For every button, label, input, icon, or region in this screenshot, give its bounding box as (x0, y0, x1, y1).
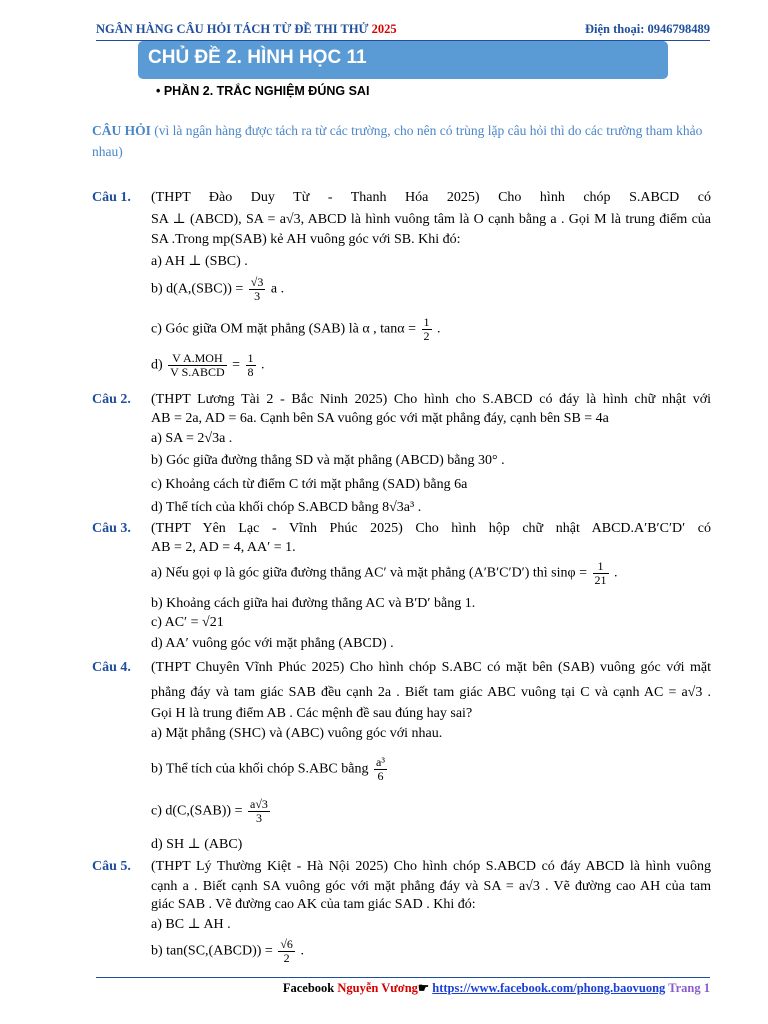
q1-line3: SA .Trong mp(SAB) kẻ AH vuông góc với SB. Khi đó: (151, 232, 461, 247)
q4-option-d: d) SH ⊥ (ABC) (151, 837, 243, 852)
footer-facebook-link[interactable]: https://www.facebook.com/phong.baovuong (432, 981, 666, 995)
q1-label: Câu 1. (92, 190, 131, 205)
q2-option-c: c) Khoảng cách từ điểm C tới mặt phẳng (SAD) bằng 6a (151, 477, 468, 492)
q4-option-b: b) Thể tích của khối chóp S.ABC bằng $\frac{\text{a³}}{6}$ (151, 755, 385, 783)
q3-line2: AB = 2, AD = 4, AA′ = 1. (151, 540, 296, 555)
q5-label: Câu 5. (92, 859, 131, 874)
q1-option-d: d) $\frac{\text{V A.MOH}}{\text{V S.ABCD}}$ = $\frac{1}{8}$ . (151, 351, 265, 379)
hand-point-icon: ☛ (417, 981, 430, 995)
q3-option-c: c) AC′ = √21 (151, 615, 224, 630)
q3-line1: (THPT Yên Lạc - Vĩnh Phúc 2025) Cho hình hộp chữ nhật ABCD.A′B′C′D′ có (151, 521, 711, 536)
topic-banner (138, 41, 668, 79)
q5-line1: (THPT Lý Thường Kiệt - Hà Nội 2025) Cho hình chóp S.ABCD có đáy ABCD là hình vuông (151, 859, 711, 874)
header-year: 2025 (371, 22, 397, 36)
header-phone: Điện thoại: 0946798489 (585, 22, 710, 36)
page-header (96, 22, 710, 41)
footer-page-number: Trang 1 (668, 981, 710, 995)
q5-line2: cạnh a . Biết cạnh SA vuông góc với mặt phẳng đáy và SA = a√3 . Vẽ đường cao AH của tam (151, 879, 711, 894)
q3-label: Câu 3. (92, 521, 131, 536)
q2-option-b: b) Góc giữa đường thẳng SD và mặt phẳng (ABCD) bằng 30° . (151, 453, 505, 468)
q1-option-a: a) AH ⊥ (SBC) . (151, 254, 248, 269)
q2-option-d: d) Thể tích của khối chóp S.ABCD bằng 8√3a³ . (151, 500, 422, 515)
q3-option-a: a) Nếu gọi φ là góc giữa đường thẳng AC′ và mặt phẳng (A′B′C′D′) thì sinφ = $\frac{1}{21}$ . (151, 559, 618, 587)
q3-option-d: d) AA′ vuông góc với mặt phẳng (ABCD) . (151, 636, 394, 651)
q1-option-b: b) d(A,(SBC)) = $\frac{√3}{3}$ a . (151, 275, 285, 303)
q4-line3: Gọi H là trung điểm AB . Các mệnh đề sau đúng hay sai? (151, 706, 473, 721)
q1-option-c: c) Góc giữa OM mặt phẳng (SAB) là α , tanα = $\frac{1}{2}$ . (151, 315, 441, 343)
q5-option-a: a) BC ⊥ AH . (151, 917, 231, 932)
q5-line3: giác SAB . Vẽ đường cao AK của tam giác SAD . Khi đó: (151, 897, 476, 912)
q2-option-a: a) SA = 2√3a . (151, 431, 233, 446)
intro-bold: CÂU HỎI (92, 123, 151, 138)
q4-line1: (THPT Chuyên Vĩnh Phúc 2025) Cho hình chóp S.ABC có mặt bên (SAB) vuông góc với mặt (151, 660, 711, 675)
header-title: NGÂN HÀNG CÂU HỎI TÁCH TỪ ĐỀ THI THỬ 2025 (96, 22, 397, 36)
q4-line2: phẳng đáy và tam giác SAB đều cạnh 2a . Biết tam giác ABC vuông tại C và cạnh AC = a√3 . (151, 685, 711, 700)
footer-author: Nguyễn Vương (337, 981, 418, 995)
topic-title: CHỦ ĐỀ 2. HÌNH HỌC 11 (148, 47, 367, 68)
q1-line1: (THPT Đào Duy Từ - Thanh Hóa 2025) Cho hình chóp S.ABCD có (151, 190, 711, 205)
intro-text: (vì là ngân hàng được tách ra từ các trường, cho nên có trùng lặp câu hỏi thì do các trường tham khảo nhau) (92, 123, 703, 159)
q4-option-c: c) d(C,(SAB)) = $\frac{a√3}{3}$ (151, 797, 268, 825)
footer-fb: Facebook (282, 981, 335, 995)
q3-option-b: b) Khoảng cách giữa hai đường thẳng AC và B′D′ bằng 1. (151, 596, 476, 611)
intro-note (92, 120, 712, 162)
q1-line2: SA ⊥ (ABCD), SA = a√3, ABCD là hình vuông tâm là O cạnh bằng a . Gọi M là trung điểm của (151, 212, 711, 227)
footer-text (283, 980, 710, 996)
q2-line1: (THPT Lương Tài 2 - Bắc Ninh 2025) Cho hình cho S.ABCD có đáy là hình chữ nhật với (151, 392, 711, 407)
q5-option-b: b) tan(SC,(ABCD)) = $\frac{√6}{2}$ . (151, 937, 304, 965)
page-footer (96, 977, 710, 995)
q4-label: Câu 4. (92, 660, 131, 675)
q4-option-a: a) Mặt phẳng (SHC) và (ABC) vuông góc với nhau. (151, 726, 443, 741)
q2-line2: AB = 2a, AD = 6a. Cạnh bên SA vuông góc với mặt phẳng đáy, cạnh bên SB = 4a (151, 411, 609, 426)
q2-label: Câu 2. (92, 392, 131, 407)
part-heading: • PHẦN 2. TRẮC NGHIỆM ĐÚNG SAI (156, 84, 370, 98)
